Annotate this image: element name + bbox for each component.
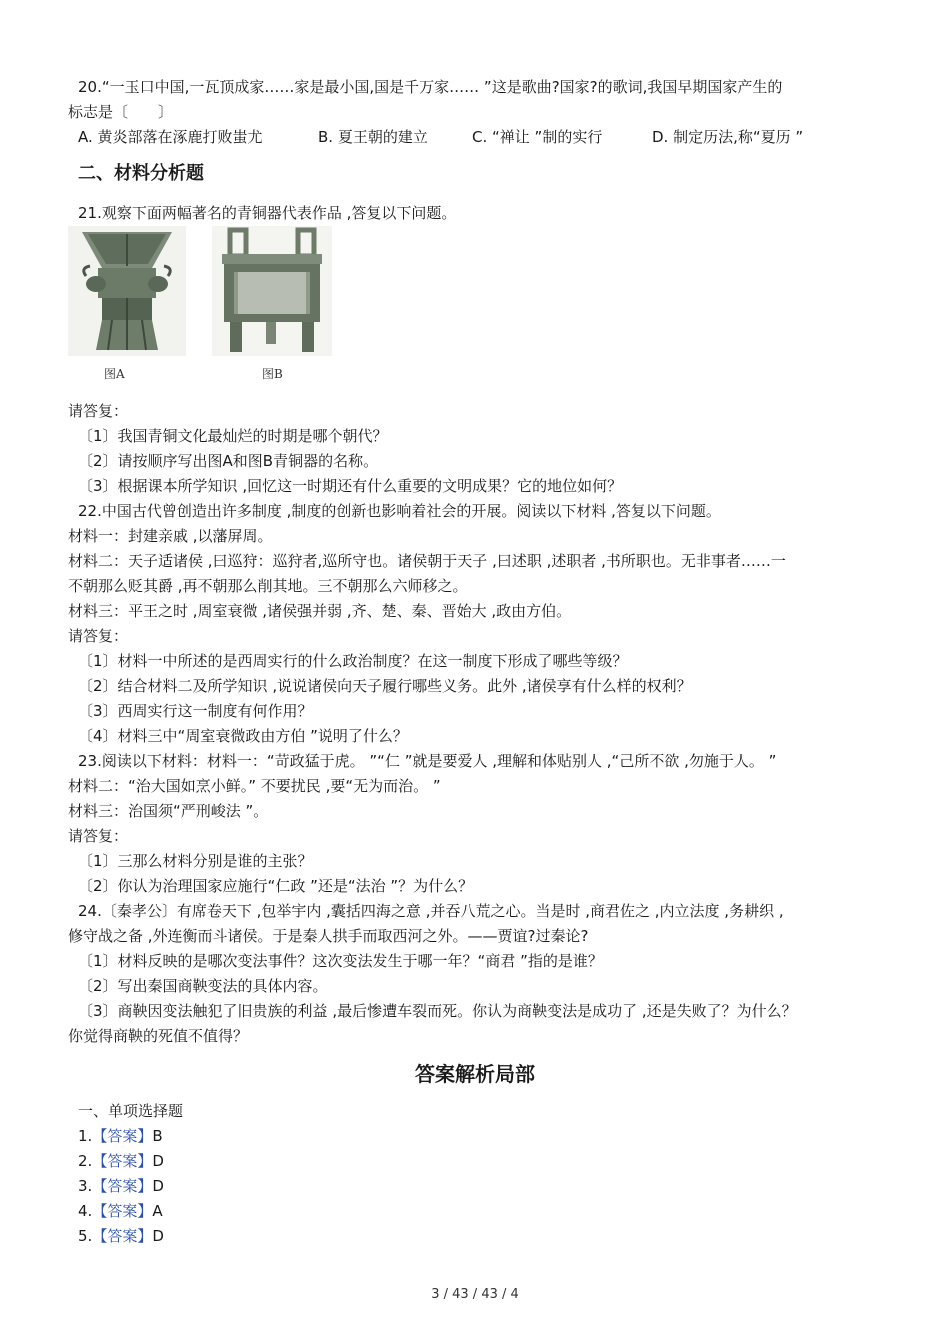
q23-sub-2: 〔2〕你认为治理国家应施行“仁政 ”还是“法治 ”？为什么？ [78,877,474,895]
q21-stem: 21.观察下面两幅著名的青铜器代表作品 ,答复以下问题。 [78,204,457,222]
answer-tag: 【答案】 [92,1227,153,1245]
q22-sub-2: 〔2〕结合材料二及所学知识 ,说说诸侯向天子履行哪些义务。此外 ,诸侯享有什么样的权利？ [78,677,692,695]
answer-row [78,1225,164,1247]
q22-material-1: 材料一：封建亲戚 ,以藩屏周。 [68,527,273,545]
q21-prompt: 请答复： [68,402,129,420]
answer-value: D [152,1227,164,1245]
q20-option-a: A. 黄炎部落在涿鹿打败蚩尤 [78,128,263,146]
answer-value: A [152,1202,163,1220]
answer-row [78,1125,163,1147]
q22-stem: 22.中国古代曾创造出许多制度 ,制度的创新也影响着社会的开展。阅读以下材料 ,答复以下问题。 [78,502,721,520]
q22-sub-1: 〔1〕材料一中所述的是西周实行的什么政治制度？在这一制度下形成了哪些等级？ [78,652,628,670]
q24-sub-1: 〔1〕材料反映的是哪次变法事件？这次变法发生于哪一年？“商君 ”指的是谁？ [78,952,603,970]
q23-prompt: 请答复： [68,827,129,845]
answers-section-label: 一、单项选择题 [78,1102,184,1120]
answer-number: 5. [78,1227,93,1245]
answer-tag: 【答案】 [92,1127,153,1145]
answer-row [78,1175,164,1197]
answer-tag: 【答案】 [92,1152,153,1170]
q21-sub-3: 〔3〕根据课本所学知识 ,回忆这一时期还有什么重要的文明成果？它的地位如何？ [78,477,623,495]
q24-sub-2: 〔2〕写出秦国商鞅变法的具体内容。 [78,977,328,995]
q23-material-3: 材料三：治国须“严刑峻法 ”。 [68,802,269,820]
q22-sub-4: 〔4〕材料三中“周室衰微政由方伯 ”说明了什么？ [78,727,408,745]
q23-stem: 23.阅读以下材料：材料一：“苛政猛于虎。 ”“仁 ”就是要爱人 ,理解和体贴别人 ,“己所不欲 ,勿施于人。 ” [78,752,777,770]
answer-row [78,1200,163,1222]
answer-number: 1. [78,1127,93,1145]
answer-tag: 【答案】 [92,1177,153,1195]
answer-number: 2. [78,1152,93,1170]
section-title: 二、材料分析题 [78,163,204,184]
q20-option-b: B. 夏王朝的建立 [318,128,428,146]
page-number: 3 / 43 / 43 / 4 [431,1287,519,1302]
answer-row [78,1150,164,1172]
q22-material-3: 材料三：平王之时 ,周室衰微 ,诸侯强并弱 ,齐、楚、秦、晋始大 ,政由方伯。 [68,602,572,620]
q24-sub-3-line2: 你觉得商鞅的死值不值得？ [68,1027,249,1045]
q24-stem-line1: 24.〔秦孝公〕有席卷天下 ,包举宇内 ,囊括四海之意 ,并吞八荒之心。当是时 ,商君佐之 ,内立法度 ,务耕织 , [78,902,784,920]
q21-sub-2: 〔2〕请按顺序写出图A和图B青铜器的名称。 [78,452,379,470]
figure-b-bronze-ding [212,226,332,356]
q23-sub-1: 〔1〕三那么材料分别是谁的主张？ [78,852,313,870]
q22-sub-3: 〔3〕西周实行这一制度有何作用？ [78,702,313,720]
answer-number: 4. [78,1202,93,1220]
figure-a-caption: 图A [104,367,125,381]
q22-prompt: 请答复： [68,627,129,645]
answer-value: B [152,1127,163,1145]
answer-number: 3. [78,1177,93,1195]
q20-stem-line1: 20.“一玉口中国,一瓦顶成家……家是最小国,国是千万家…… ”这是歌曲?国家?的歌词,我国早期国家产生的 [78,78,783,96]
answer-value: D [152,1152,164,1170]
q24-sub-3: 〔3〕商鞅因变法触犯了旧贵族的利益 ,最后惨遭车裂而死。你认为商鞅变法是成功了 ,还是失败了？为什么？ [78,1002,797,1020]
figure-a-bronze-vessel [68,226,186,356]
answers-title: 答案解析局部 [415,1062,535,1086]
q20-option-c: C. “禅让 ”制的实行 [472,128,603,146]
q24-stem-line2: 修守战之备 ,外连衡而斗诸侯。于是秦人拱手而取西河之外。——贾谊?过秦论? [68,927,589,945]
answer-value: D [152,1177,164,1195]
q20-stem-line2: 标志是〔 〕 [68,103,174,121]
figure-b-caption: 图B [262,367,283,381]
q21-sub-1: 〔1〕我国青铜文化最灿烂的时期是哪个朝代？ [78,427,388,445]
q22-material-2-line2: 不朝那么贬其爵 ,再不朝那么削其地。三不朝那么六师移之。 [68,577,468,595]
q20-option-d: D. 制定历法,称“夏历 ” [652,128,804,146]
answer-tag: 【答案】 [92,1202,153,1220]
q23-material-2: 材料二：“治大国如烹小鲜。” 不要扰民 ,要“无为而治。 ” [68,777,441,795]
q22-material-2-line1: 材料二：天子适诸侯 ,曰巡狩：巡狩者,巡所守也。诸侯朝于天子 ,曰述职 ,述职者 ,书所职也。无非事者……一 [68,552,786,570]
